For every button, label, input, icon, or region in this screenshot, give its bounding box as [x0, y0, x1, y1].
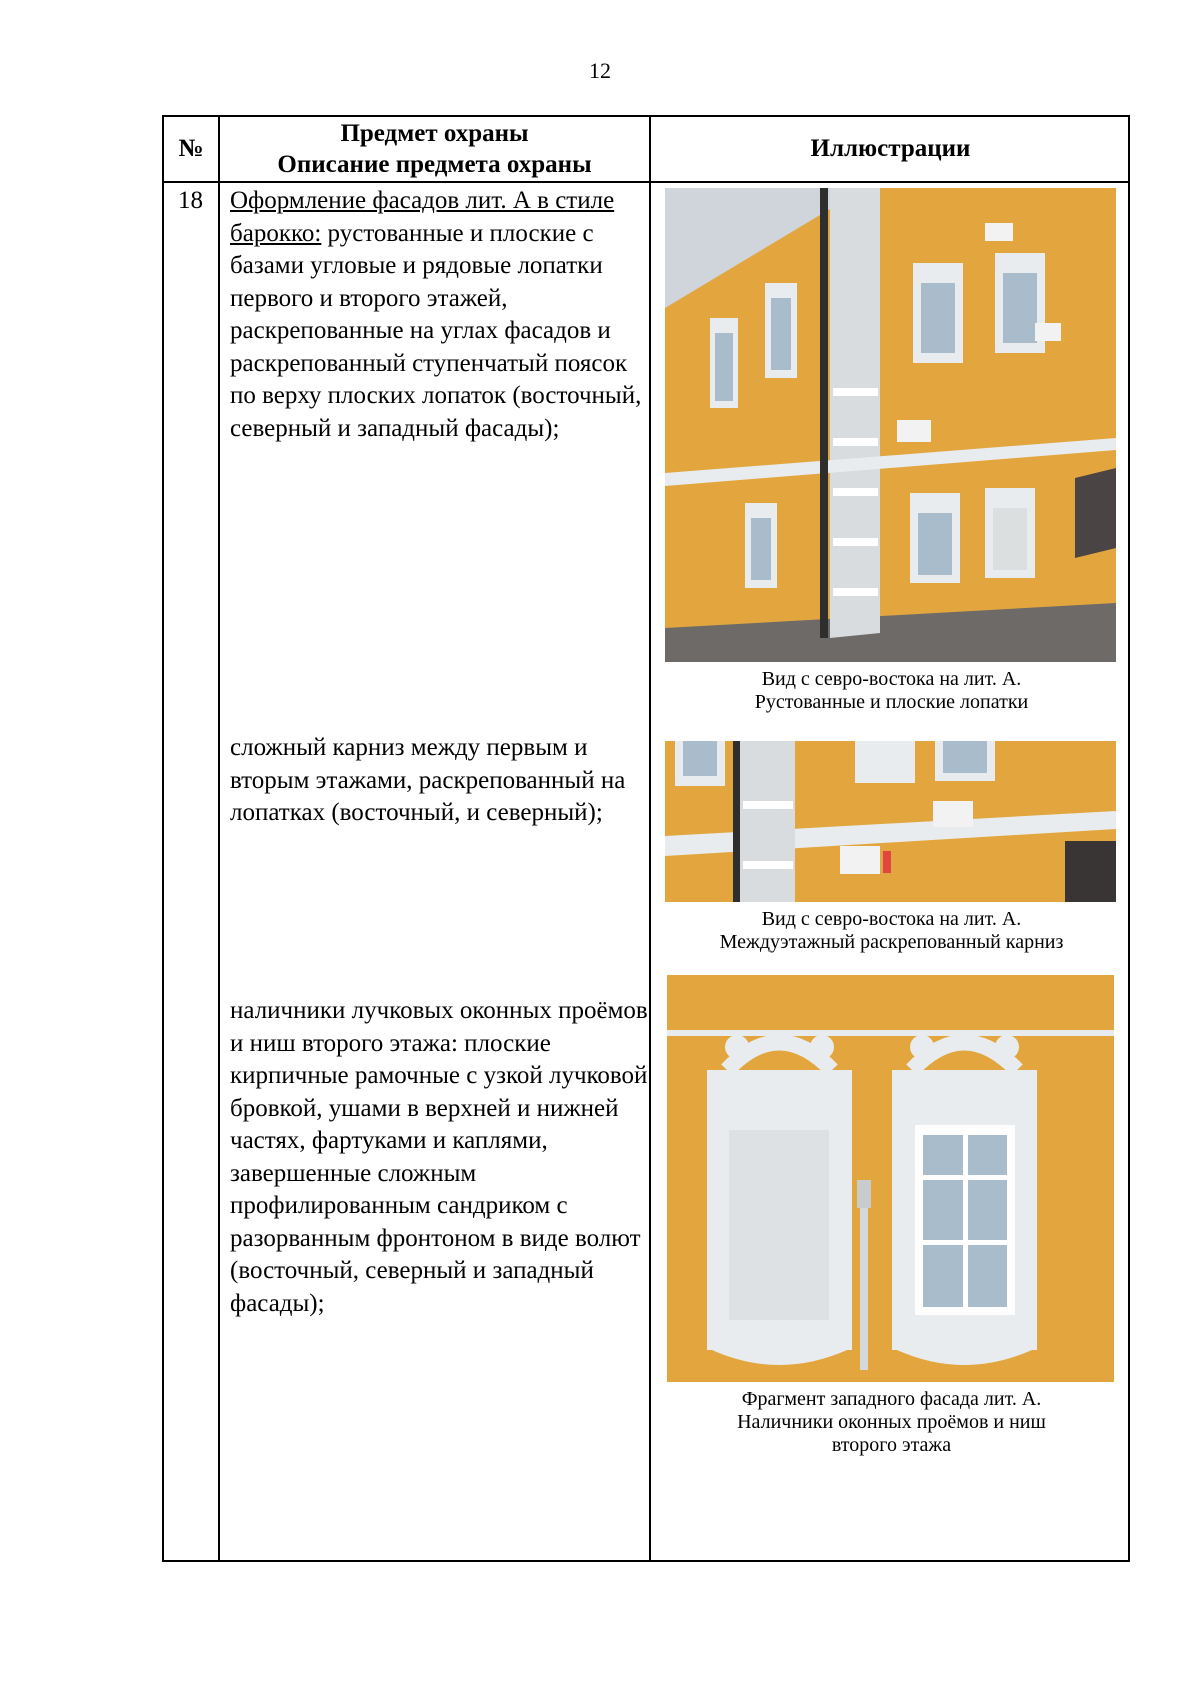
- column-divider-1: [218, 117, 220, 1560]
- photo-cornice: [665, 741, 1116, 902]
- photo-cornice-caption-line1: Вид с севро-востока на лит. А.: [761, 908, 1022, 930]
- photo-cornice-image: [665, 741, 1116, 902]
- photo-cornice-caption-line2: Междуэтажный раскрепованный карниз: [719, 931, 1064, 953]
- page-number: 12: [589, 58, 611, 83]
- photo-facade-corner: [665, 188, 1116, 662]
- photo-facade-corner-image: [665, 188, 1116, 662]
- header-illustrations: Иллюстрации: [810, 135, 971, 162]
- photo-window-surrounds: [667, 975, 1114, 1382]
- header-subject: [220, 118, 649, 180]
- photo-facade-corner-caption-line1: Вид с севро-востока на лит. А.: [761, 668, 1022, 690]
- row-number: 18: [178, 187, 203, 214]
- header-subject-description: Описание предмета охраны: [277, 151, 592, 178]
- photo-window-surrounds-caption-line1: Фрагмент западного фасада лит. А.: [741, 1388, 1042, 1410]
- photo-window-surrounds-caption-line3: второго этажа: [831, 1434, 952, 1456]
- description-text-1: рустованные и плоские с базами угловые и рядовые лопатки первого и второго этажей, раскрепованные на углах фасадов и раскрепованный ступенчатый поясок по верху плоских лопаток (восточный, северный и западный фасады);: [230, 219, 642, 442]
- photo-window-surrounds-caption-line2: Наличники оконных проёмов и ниш: [737, 1411, 1046, 1433]
- photo-cornice-caption: [651, 908, 1132, 954]
- description-block-2: сложный карниз между первым и вторым этажами, раскрепованный на лопатках (восточный, и северный);: [230, 734, 626, 826]
- header-divider: [164, 181, 1128, 183]
- header-subject-title: Предмет охраны: [340, 120, 529, 147]
- photo-window-surrounds-image: [667, 975, 1114, 1382]
- protection-table: [162, 115, 1130, 1562]
- description-block-3: наличники лучковых оконных проёмов и ниш второго этажа: плоские кирпичные рамочные с узкой лучковой бровкой, ушами в верхней и нижней частях, фартуками и каплями, завершенные сложным профилированным сандриком с разорванным фронтоном в виде волют (восточный, северный и западный фасады);: [230, 997, 648, 1317]
- description-title: Оформление фасадов лит. А в стиле барокко:: [230, 187, 615, 247]
- photo-window-surrounds-caption: [651, 1388, 1132, 1457]
- header-num: №: [178, 135, 204, 162]
- description-block-1: [230, 185, 650, 445]
- photo-facade-corner-caption-line2: Рустованные и плоские лопатки: [754, 691, 1029, 713]
- photo-facade-corner-caption: [651, 668, 1132, 714]
